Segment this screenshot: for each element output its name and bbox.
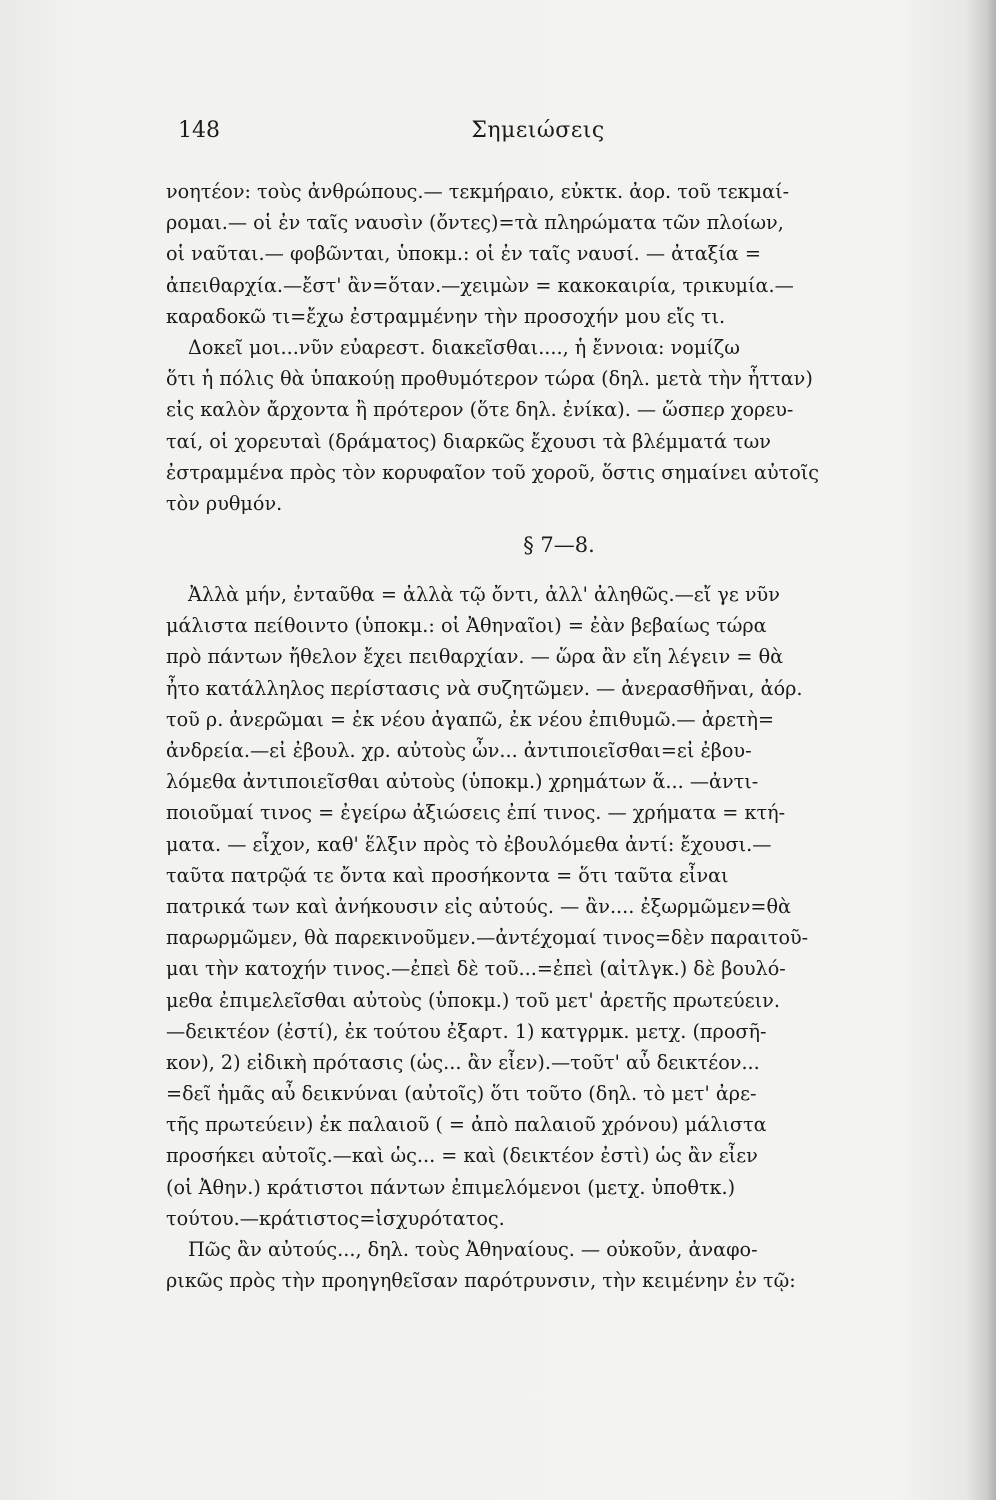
text-line: ταῦτα πατρῷά τε ὄντα καὶ προσήκοντα = ὅτι ταῦτα εἶναι — [166, 863, 729, 887]
text-line: μάλιστα πείθοιντο (ὑποκμ.: οἱ Ἀθηναῖοι) = ἐὰν βεβαίως τώρα — [166, 614, 767, 638]
text-line: καραδοκῶ τι=ἔχω ἐστραμμένην τὴν προσοχήν μου εἴς τι. — [166, 304, 726, 328]
text-line: ρομαι.— οἱ ἐν ταῖς ναυσὶν (ὄντες)=τὰ πληρώματα τῶν πλοίων, — [166, 211, 784, 235]
text-line: ἀπειθαρχία.—ἔστ' ἂν=ὅταν.—χειμὼν = κακοκαιρία, τρικυμία.— — [166, 273, 794, 297]
text-line: ἐστραμμένα πρὸς τὸν κορυφαῖον τοῦ χοροῦ, ὅστις σημαίνει αὐτοῖς — [166, 460, 820, 484]
text-line: ὅτι ἡ πόλις θὰ ὑπακούῃ προθυμότερον τώρα (δηλ. μετὰ τὴν ἧτταν) — [166, 367, 813, 391]
page-header — [178, 118, 898, 152]
section-heading: § 7—8. — [523, 533, 595, 558]
text-line: κον), 2) εἰδικὴ πρότασις (ὡς... ἂν εἶεν).—τοῦτ' αὖ δεικτέον... — [166, 1050, 760, 1074]
text-line: (οἱ Ἀθην.) κράτιστοι πάντων ἐπιμελόμενοι (μετχ. ὑποθτκ.) — [166, 1175, 736, 1199]
page-body — [166, 176, 902, 1296]
text-line: —δεικτέον (ἐστί), ἐκ τούτου ἐξαρτ. 1) κατγρμκ. μετχ. (προσῆ- — [166, 1019, 767, 1043]
text-line: ἦτο κατάλληλος περίστασις νὰ συζητῶμεν. — ἀνερασθῆναι, ἀόρ. — [166, 676, 803, 700]
text-line: ταί, οἱ χορευταὶ (δράματος) διαρκῶς ἔχουσι τὰ βλέμματά των — [166, 429, 771, 453]
text-line: τῆς πρωτεύειν) ἐκ παλαιοῦ ( = ἀπὸ παλαιοῦ χρόνου) μάλιστα — [166, 1113, 767, 1137]
text-line: τούτου.—κράτιστος=ἰσχυρότατος. — [166, 1206, 505, 1230]
text-line: νοητέον: τοὺς ἀνθρώπους.— τεκμήραιο, εὐκτκ. ἀορ. τοῦ τεκμαί- — [166, 180, 790, 203]
text-line: ἀνδρεία.—εἰ ἐβουλ. χρ. αὐτοὺς ὦν... ἀντιποιεῖσθαι=εἰ ἐβου- — [166, 739, 752, 762]
text-line: οἱ ναῦται.— φοβῶνται, ὑποκμ.: οἱ ἐν ταῖς ναυσί. — ἀταξία = — [166, 242, 761, 266]
text-line: ματα. — εἶχον, καθ' ἕλξιν πρὸς τὸ ἐβουλόμεθα ἀντί: ἔχουσι.— — [166, 832, 772, 856]
text-line: ποιοῦμαί τινος = ἐγείρω ἀξιώσεις ἐπί τινος. — χρήματα = κτή- — [166, 801, 786, 825]
text-line: τὸν ρυθμόν. — [166, 491, 283, 515]
text-line: μεθα ἐπιμελεῖσθαι αὐτοὺς (ὑποκμ.) τοῦ μετ' ἀρετῆς πρωτεύειν. — [166, 988, 780, 1012]
text-line: ρικῶς πρὸς τὴν προηγηθεῖσαν παρότρυνσιν, τὴν κειμένην ἐν τῷ: — [166, 1269, 796, 1293]
text-line: Δοκεῖ μοι...νῦν εὐαρεστ. διακεῖσθαι...., ἡ ἔννοια: νομίζω — [188, 335, 740, 359]
spacer — [166, 571, 902, 579]
text-line: Πῶς ἂν αὐτούς..., δηλ. τοὺς Ἀθηναίους. — οὐκοῦν, ἀναφο- — [188, 1238, 758, 1261]
text-line: λόμεθα ἀντιποιεῖσθαι αὐτοὺς (ὑποκμ.) χρημάτων ἅ... —ἀντι- — [166, 770, 759, 794]
text-line: πρὸ πάντων ἤθελον ἔχει πειθαρχίαν. — ὥρα ἂν εἴη λέγειν = θὰ — [166, 645, 784, 669]
running-title: Σημειώσεις — [471, 118, 605, 143]
text-line: προσήκει αὐτοῖς.—καὶ ὡς... = καὶ (δεικτέον ἐστὶ) ὡς ἂν εἶεν — [166, 1144, 758, 1168]
text-line: Ἀλλὰ μήν, ἐνταῦθα = ἀλλὰ τῷ ὄντι, ἀλλ' ἀληθῶς.—εἴ γε νῦν — [188, 583, 780, 607]
text-line: εἰς καλὸν ἄρχοντα ἢ πρότερον (ὅτε δηλ. ἐνίκα). — ὥσπερ χορευ- — [166, 398, 794, 422]
page-edge-shadow — [966, 0, 996, 1500]
text-line: μαι τὴν κατοχήν τινος.—ἐπεὶ δὲ τοῦ...=ἐπεὶ (αἰτλγκ.) δὲ βουλό- — [166, 957, 786, 981]
text-line: πατρικά των καὶ ἀνήκουσιν εἰς αὐτούς. — ἂν.... ἐξωρμῶμεν=θὰ — [166, 894, 792, 918]
text-line: =δεῖ ἡμᾶς αὖ δεικνύναι (αὐτοῖς) ὅτι τοῦτο (δηλ. τὸ μετ' ἀρε- — [166, 1082, 757, 1106]
text-line: τοῦ ρ. ἀνερῶμαι = ἐκ νέου ἀγαπῶ, ἐκ νέου ἐπιθυμῶ.— ἀρετὴ= — [166, 707, 775, 731]
text-line: παρωρμῶμεν, θὰ παρεκινοῦμεν.—ἀντέχομαί τινος=δὲν παραιτοῦ- — [166, 926, 809, 950]
page-number: 148 — [178, 118, 220, 143]
